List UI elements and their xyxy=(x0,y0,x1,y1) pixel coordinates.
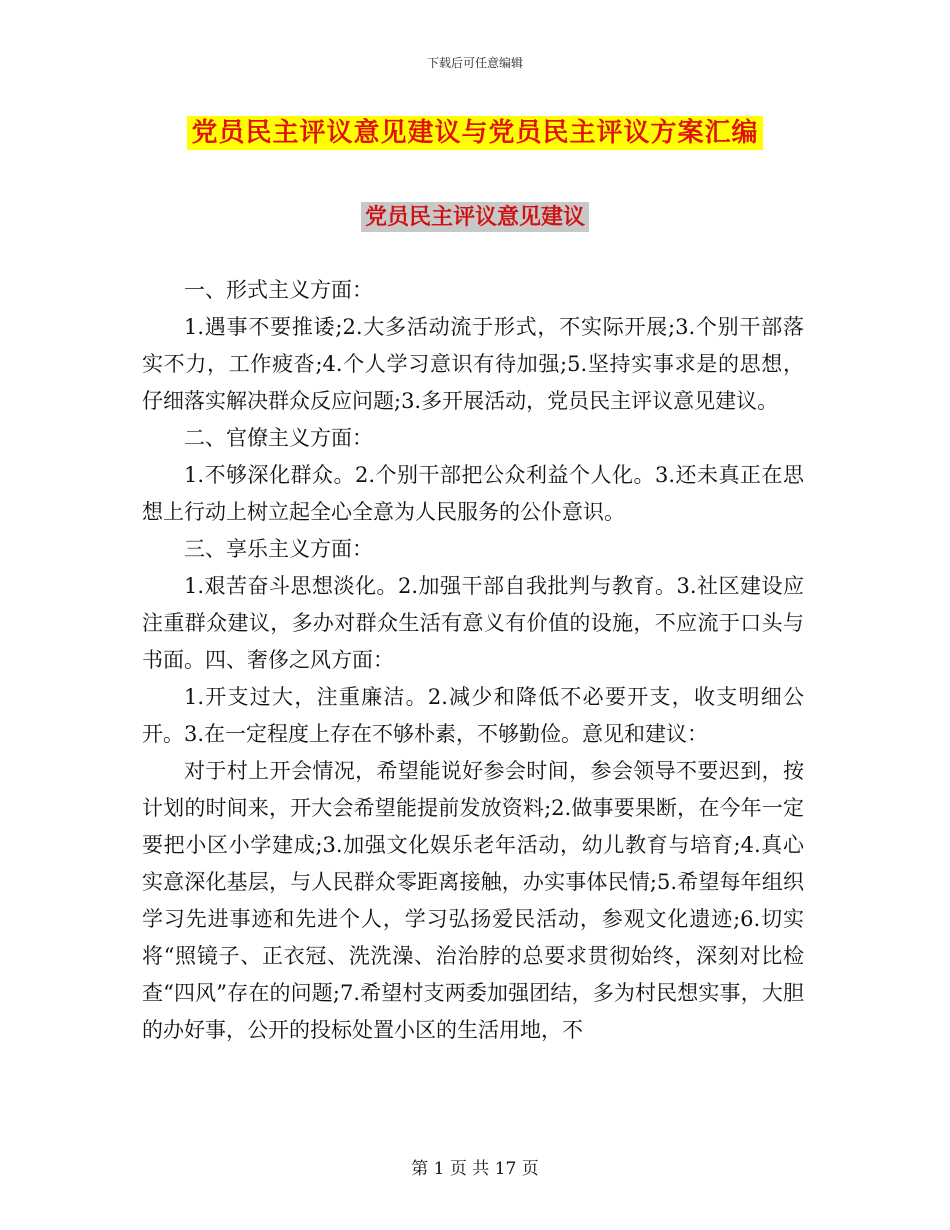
page-number: 第 1 页 共 17 页 xyxy=(411,1159,539,1179)
paragraph: 1.遇事不要推诿;2.大多活动流于形式，不实际开展;3.个别干部落实不力，工作疲沓;4.个人学习意识有待加强;5.坚持实事求是的思想，仔细落实解决群众反应问题;3.多开展活动，党员民主评议意见建议。 xyxy=(142,315,804,413)
document-title: 党员民主评议意见建议与党员民主评议方案汇编 xyxy=(187,116,762,150)
paragraph-heading-formalism: 一、形式主义方面： xyxy=(184,278,373,302)
paragraph-heading-bureaucracy: 二、官僚主义方面： xyxy=(184,426,373,450)
paragraph: 1.不够深化群众。2.个别干部把公众利益个人化。3.还未真正在思想上行动上树立起全心全意为人民服务的公仆意识。 xyxy=(142,463,804,524)
section-title: 党员民主评议意见建议 xyxy=(361,202,589,232)
paragraph: 对于村上开会情况，希望能说好参会时间，参会领导不要迟到，按计划的时间来，开大会希望能提前发放资料;2.做事要果断，在今年一定要把小区小学建成;3.加强文化娱乐老年活动，幼儿教育与培育;4.真心实意深化基层，与人民群众零距离接触，办实事体民情;5.希望每年组织学习先进事迹和先进个人，学习弘扬爱民活动，参观文化遗迹;6.切实将“照镜子、正衣冠、洗洗澡、治治脖的总要求贯彻始终，深刻对比检查“四风”存在的问题;7.希望村支两委加强团结，多为村民想实事，大胆的办好事，公开的投标处置小区的生活用地，不 xyxy=(142,759,804,1042)
document-body xyxy=(142,272,804,1049)
paragraph-heading-hedonism: 三、享乐主义方面： xyxy=(184,537,373,561)
paragraph: 1.艰苦奋斗思想淡化。2.加强干部自我批判与教育。3.社区建设应注重群众建议，多办对群众生活有意义有价值的设施，不应流于口头与书面。四、奢侈之风方面： xyxy=(142,574,804,672)
page-header-note: 下载后可任意编辑 xyxy=(426,56,523,70)
document-title-block xyxy=(0,112,950,149)
section-title-block xyxy=(0,200,950,231)
paragraph: 1.开支过大，注重廉洁。2.减少和降低不必要开支，收支明细公开。3.在一定程度上存在不够朴素，不够勤俭。意见和建议： xyxy=(142,685,804,746)
